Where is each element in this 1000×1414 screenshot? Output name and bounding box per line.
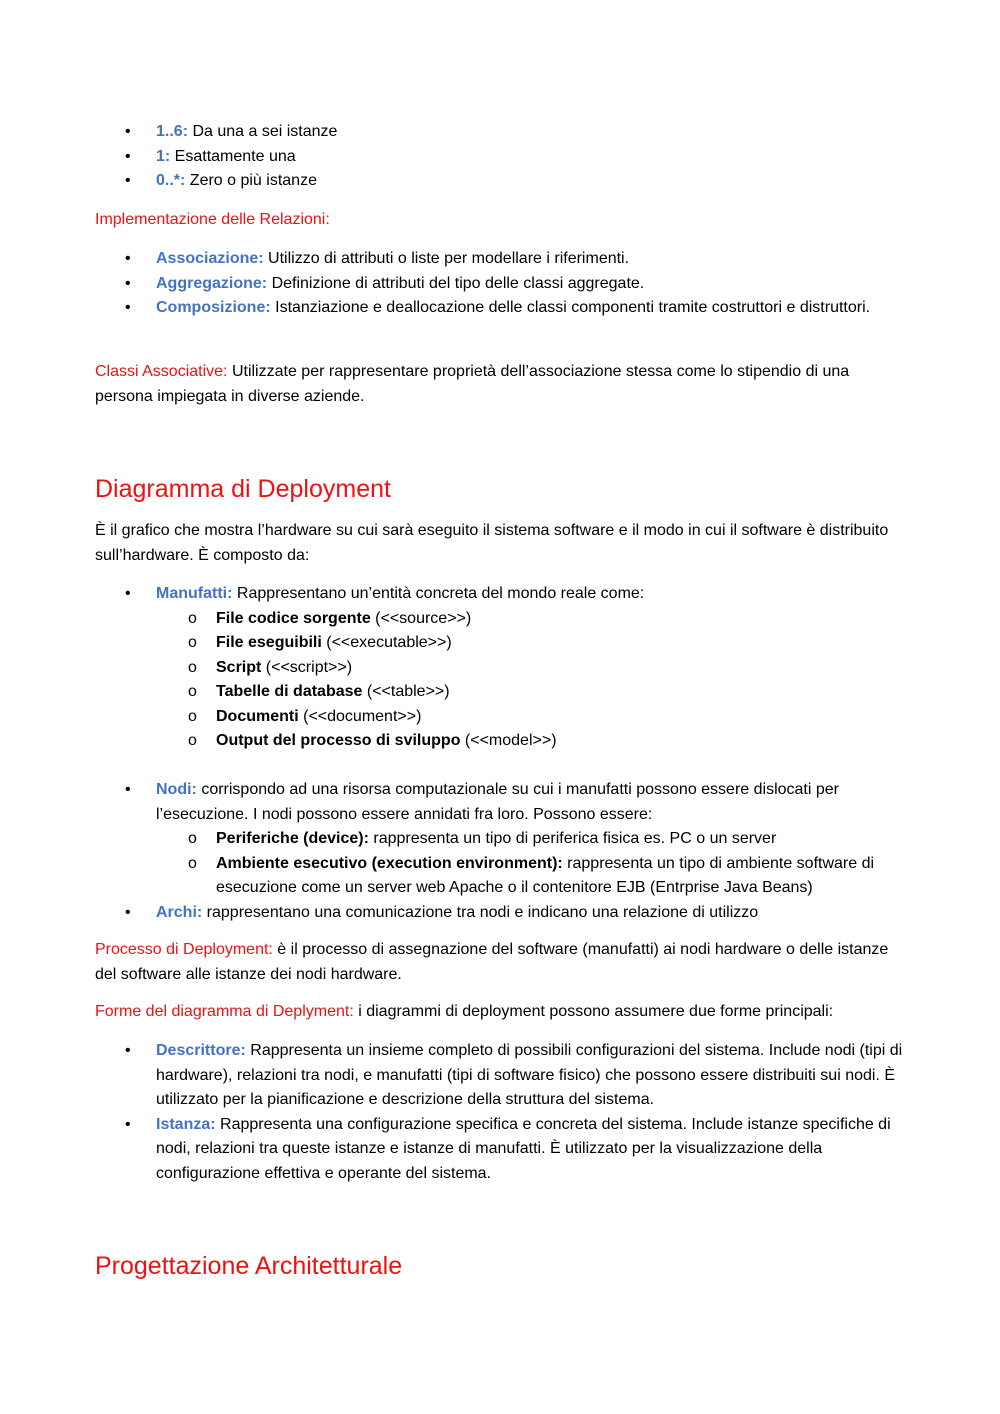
- list-item: [95, 1113, 907, 1187]
- paragraph-diagram-forms: [95, 1000, 907, 1025]
- term: Aggregazione:: [156, 274, 268, 292]
- term: Associazione:: [156, 250, 264, 267]
- list-item: [95, 296, 907, 321]
- implementation-list: [95, 247, 907, 321]
- list-item-archi: [95, 901, 907, 926]
- term-bold: Output del processo di sviluppo: [216, 732, 461, 749]
- manufatti-sublist: [156, 607, 907, 754]
- term-bold: Ambiente esecutivo (execution environment):: [216, 854, 563, 872]
- term-bold: Script: [216, 658, 262, 676]
- inline-label: Forme del diagramma di Deplyment:: [95, 1003, 354, 1020]
- description: (<<executable>>): [321, 634, 452, 651]
- term: Nodi:: [156, 781, 197, 798]
- list-item: [95, 247, 907, 272]
- inline-label: Classi Associative:: [95, 363, 228, 380]
- section-label-implementation: Implementazione delle Relazioni:: [95, 211, 330, 228]
- term-bold: Periferiche (device):: [216, 830, 369, 847]
- sublist-item: [156, 705, 907, 730]
- description: rappresenta un tipo di periferica fisica es. PC o un server: [368, 830, 777, 847]
- deployment-components-list: [95, 582, 907, 754]
- term: Composizione:: [156, 299, 271, 316]
- description: Utilizzo di attributi o liste per modellare i riferimenti.: [263, 250, 630, 267]
- paragraph-text: è il processo di assegnazione del software (manufatti) ai nodi hardware o delle istanze del software alle istanze dei nodi hardware.: [95, 941, 889, 983]
- term: Manufatti:: [156, 585, 233, 602]
- term-bold: File codice sorgente: [216, 609, 371, 627]
- description: Esattamente una: [170, 147, 296, 165]
- sublist-item: [156, 827, 907, 852]
- nodi-sublist: [156, 827, 907, 901]
- sublist-item: [156, 852, 907, 901]
- description: Zero o più istanze: [185, 172, 317, 189]
- description: Rappresenta un insieme completo di possibili configurazioni del sistema. Include nodi (tipi di hardware), relazioni tra nodi, e manufatti (tipi di software fisico) che possono essere distribuiti sui nodi. È utilizzato per la pianificazione e descrizione della struttura del sistema.: [156, 1042, 903, 1108]
- sublist-item: [156, 680, 907, 705]
- sublist-item: [156, 631, 907, 656]
- diagram-forms-list: [95, 1039, 907, 1186]
- term: 1..6:: [156, 123, 189, 140]
- description: Rappresenta una configurazione specifica e concreta del sistema. Include istanze specifiche di nodi, relazioni tra queste istanze e istanze di manufatti. È utilizzato per la visualizzazione della configurazione effettiva e operante del sistema.: [156, 1115, 891, 1182]
- term-bold: File eseguibili: [216, 634, 322, 651]
- description: Da una a sei istanze: [188, 123, 338, 140]
- sublist-item: [156, 656, 907, 681]
- paragraph-deployment-intro: È il grafico che mostra l’hardware su cui sarà eseguito il sistema software e il modo in cui il software è distribuito sull’hardware. È composto da:: [95, 522, 889, 564]
- term: Istanza:: [156, 1115, 216, 1133]
- description: rappresenta un tipo di ambiente software di esecuzione come un server web Apache o il contenitore EJB (Entrprise Java Beans): [216, 854, 875, 896]
- list-item-nodi: [95, 778, 907, 901]
- description: rappresentano una comunicazione tra nodi e indicano una relazione di utilizzo: [202, 903, 759, 921]
- inline-label: Processo di Deployment:: [95, 941, 273, 958]
- description: Istanziazione e deallocazione delle classi componenti tramite costruttori e distruttori.: [270, 299, 871, 316]
- paragraph-text: Utilizzate per rappresentare proprietà dell’associazione stessa come lo stipendio di una persona impiegata in diverse aziende.: [95, 363, 850, 405]
- term: 0..*:: [156, 172, 186, 189]
- description: (<<script>>): [261, 658, 353, 676]
- sublist-item: [156, 729, 907, 754]
- term: Archi:: [156, 903, 203, 921]
- term-bold: Documenti: [216, 707, 299, 725]
- multiplicity-list: [95, 120, 907, 194]
- description: Rappresentano un’entità concreta del mondo reale come:: [232, 585, 645, 602]
- list-item: [95, 272, 907, 297]
- description: (<<document>>): [298, 707, 422, 725]
- description: (<<table>>): [362, 683, 450, 700]
- term-bold: Tabelle di database: [216, 683, 363, 700]
- deployment-nodes-list: [95, 778, 907, 925]
- sublist-item: [156, 607, 907, 632]
- heading-deployment: Diagramma di Deployment: [95, 475, 391, 503]
- term: Descrittore:: [156, 1042, 246, 1059]
- paragraph-associative-classes: [95, 360, 907, 409]
- list-item: [95, 120, 907, 145]
- description: (<<model>>): [460, 732, 557, 749]
- term: 1:: [156, 147, 171, 165]
- paragraph-text: i diagrammi di deployment possono assumere due forme principali:: [353, 1003, 834, 1020]
- heading-architectural-design: Progettazione Architetturale: [95, 1252, 403, 1280]
- list-item: [95, 1039, 907, 1113]
- list-item-manufatti: [95, 582, 907, 754]
- paragraph-deployment-process: [95, 938, 907, 987]
- list-item: [95, 145, 907, 170]
- description: Definizione di attributi del tipo delle classi aggregate.: [267, 274, 645, 292]
- description: corrispondo ad una risorsa computazionale su cui i manufatti possono essere dislocati per l’esecuzione. I nodi possono essere annidati fra loro. Possono essere:: [156, 781, 839, 823]
- description: (<<source>>): [370, 609, 472, 627]
- list-item: [95, 169, 907, 194]
